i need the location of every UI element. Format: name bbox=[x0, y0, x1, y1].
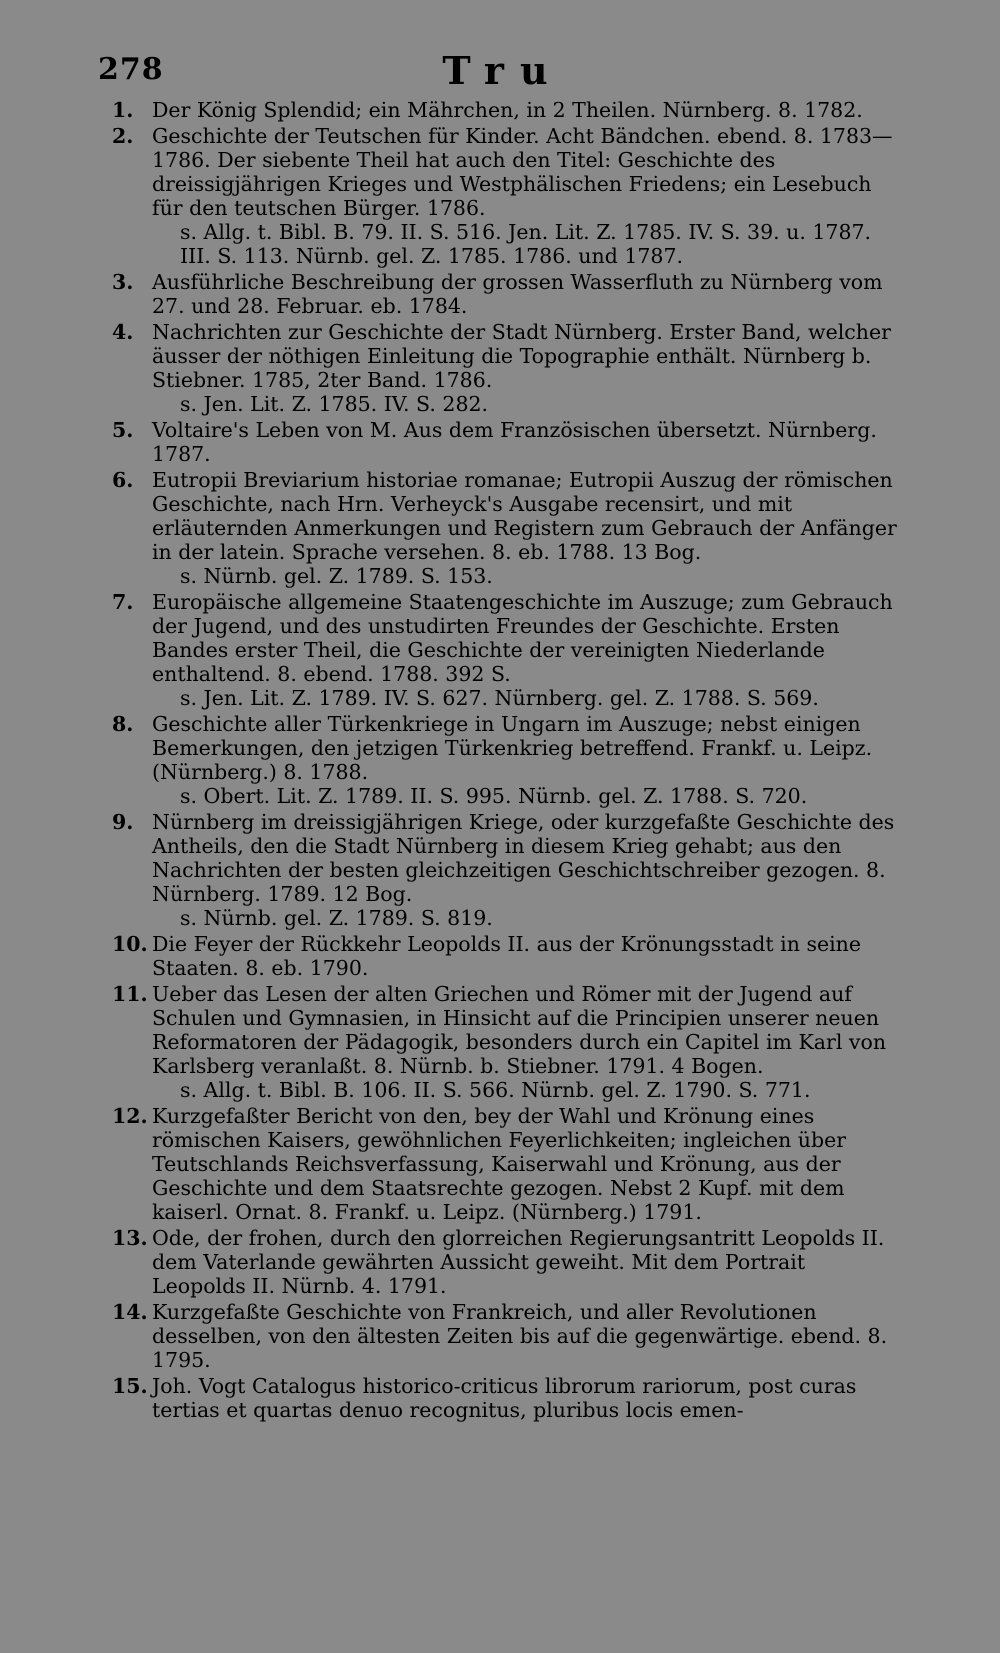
bibliography-entry bbox=[112, 124, 902, 268]
entry-number: 9. bbox=[112, 810, 134, 834]
bibliography-entry bbox=[112, 932, 902, 980]
entry-number: 4. bbox=[112, 320, 134, 344]
entry-reference: s. Nürnb. gel. Z. 1789. S. 153. bbox=[180, 564, 493, 588]
entry-text: Ausführliche Beschreibung der grossen Wasserfluth zu Nürnberg vom 27. und 28. Februar. eb. 1784. bbox=[152, 270, 883, 318]
entry-text: Europäische allgemeine Staatengeschichte im Auszuge; zum Gebrauch der Jugend, und des unstudirten Freundes der Geschichte. Ersten Bandes erster Theil, die Geschichte der vereinigten Niederlande enthaltend. 8. ebend. 1788. 392 S. bbox=[152, 590, 893, 686]
entry-number: 3. bbox=[112, 270, 134, 294]
entry-number: 12. bbox=[112, 1104, 148, 1128]
entry-text: Nachrichten zur Geschichte der Stadt Nürnberg. Erster Band, welcher äusser der nöthigen Einleitung die Topographie enthält. Nürnberg b. Stiebner. 1785, 2ter Band. 1786. bbox=[152, 320, 891, 392]
bibliography-list bbox=[112, 98, 902, 1424]
entry-text: Joh. Vogt Catalogus historico-criticus librorum rariorum, post curas tertias et quartas denuo recognitus, pluribus locis emen- bbox=[152, 1374, 857, 1422]
bibliography-entry bbox=[112, 1226, 902, 1298]
entry-number: 15. bbox=[112, 1374, 148, 1398]
page-header bbox=[98, 48, 908, 94]
entry-number: 2. bbox=[112, 124, 134, 148]
page-number: 278 bbox=[98, 52, 164, 87]
bibliography-entry bbox=[112, 712, 902, 808]
entry-reference: s. Allg. t. Bibl. B. 79. II. S. 516. Jen. Lit. Z. 1785. IV. S. 39. u. 1787. III. S. 113. Nürnb. gel. Z. 1785. 1786. und 1787. bbox=[180, 220, 872, 268]
entry-number: 13. bbox=[112, 1226, 148, 1250]
entry-reference: s. Obert. Lit. Z. 1789. II. S. 995. Nürnb. gel. Z. 1788. S. 720. bbox=[180, 784, 808, 808]
entry-reference: s. Allg. t. Bibl. B. 106. II. S. 566. Nürnb. gel. Z. 1790. S. 771. bbox=[180, 1078, 811, 1102]
bibliography-entry bbox=[112, 270, 902, 318]
entry-number: 6. bbox=[112, 468, 134, 492]
bibliography-entry bbox=[112, 418, 902, 466]
entry-text: Kurzgefaßte Geschichte von Frankreich, und aller Revolutionen desselben, von den ältesten Zeiten bis auf die gegenwärtige. ebend. 8. 1795. bbox=[152, 1300, 888, 1372]
entry-text: Geschichte aller Türkenkriege in Ungarn im Auszuge; nebst einigen Bemerkungen, den jetzigen Türkenkrieg betreffend. Frankf. u. Leipz. (Nürnberg.) 8. 1788. bbox=[152, 712, 873, 784]
entry-text: Ueber das Lesen der alten Griechen und Römer mit der Jugend auf Schulen und Gymnasien, in Hinsicht auf die Principien unserer neuen Reformatoren der Pädagogik, besonders durch ein Capitel im Karl von Karlsberg veranlaßt. 8. Nürnb. b. Stiebner. 1791. 4 Bogen. bbox=[152, 982, 887, 1078]
entry-text: Voltaire's Leben von M. Aus dem Französischen übersetzt. Nürnberg. 1787. bbox=[152, 418, 877, 466]
bibliography-entry bbox=[112, 468, 902, 588]
entry-number: 5. bbox=[112, 418, 134, 442]
entry-number: 10. bbox=[112, 932, 148, 956]
entry-text: Geschichte der Teutschen für Kinder. Acht Bändchen. ebend. 8. 1783—1786. Der siebente Theil hat auch den Titel: Geschichte des dreissigjährigen Krieges und Westphälischen Friedens; ein Lesebuch für den teutschen Bürger. 1786. bbox=[152, 124, 893, 220]
bibliography-entry bbox=[112, 1300, 902, 1372]
bibliography-entry bbox=[112, 810, 902, 930]
entry-number: 11. bbox=[112, 982, 148, 1006]
running-title: Tru bbox=[442, 48, 564, 93]
entry-text: Eutropii Breviarium historiae romanae; Eutropii Auszug der römischen Geschichte, nach Hrn. Verheyck's Ausgabe recensirt, und mit erläuternden Anmerkungen und Registern zum Gebrauch der Anfänger in der latein. Sprache versehen. 8. eb. 1788. 13 Bog. bbox=[152, 468, 897, 564]
bibliography-entry bbox=[112, 1104, 902, 1224]
entry-text: Die Feyer der Rückkehr Leopolds II. aus der Krönungsstadt in seine Staaten. 8. eb. 1790. bbox=[152, 932, 862, 980]
bibliography-entry bbox=[112, 590, 902, 710]
entry-text: Der König Splendid; ein Mährchen, in 2 Theilen. Nürnberg. 8. 1782. bbox=[152, 98, 863, 122]
bibliography-entry bbox=[112, 98, 902, 122]
bibliography-entry bbox=[112, 982, 902, 1102]
entry-text: Nürnberg im dreissigjährigen Kriege, oder kurzgefaßte Geschichte des Antheils, den die Stadt Nürnberg in diesem Krieg gehabt; aus den Nachrichten der besten gleichzeitigen Geschichtschreiber gezogen. 8. Nürnberg. 1789. 12 Bog. bbox=[152, 810, 895, 906]
entry-reference: s. Nürnb. gel. Z. 1789. S. 819. bbox=[180, 906, 493, 930]
entry-number: 7. bbox=[112, 590, 134, 614]
entry-number: 14. bbox=[112, 1300, 148, 1324]
entry-reference: s. Jen. Lit. Z. 1789. IV. S. 627. Nürnberg. gel. Z. 1788. S. 569. bbox=[180, 686, 819, 710]
entry-text: Ode, der frohen, durch den glorreichen Regierungsantritt Leopolds II. dem Vaterlande gewährten Aussicht geweiht. Mit dem Portrait Leopolds II. Nürnb. 4. 1791. bbox=[152, 1226, 885, 1298]
entry-number: 1. bbox=[112, 98, 134, 122]
bibliography-entry bbox=[112, 320, 902, 416]
entry-reference: s. Jen. Lit. Z. 1785. IV. S. 282. bbox=[180, 392, 489, 416]
entry-text: Kurzgefaßter Bericht von den, bey der Wahl und Krönung eines römischen Kaisers, gewöhnlichen Feyerlichkeiten; ingleichen über Teutschlands Reichsverfassung, Kaiserwahl und Krönung, aus der Geschichte und dem Staatsrechte gezogen. Nebst 2 Kupf. mit dem kaiserl. Ornat. 8. Frankf. u. Leipz. (Nürnberg.) 1791. bbox=[152, 1104, 847, 1224]
bibliography-entry bbox=[112, 1374, 902, 1422]
entry-number: 8. bbox=[112, 712, 134, 736]
